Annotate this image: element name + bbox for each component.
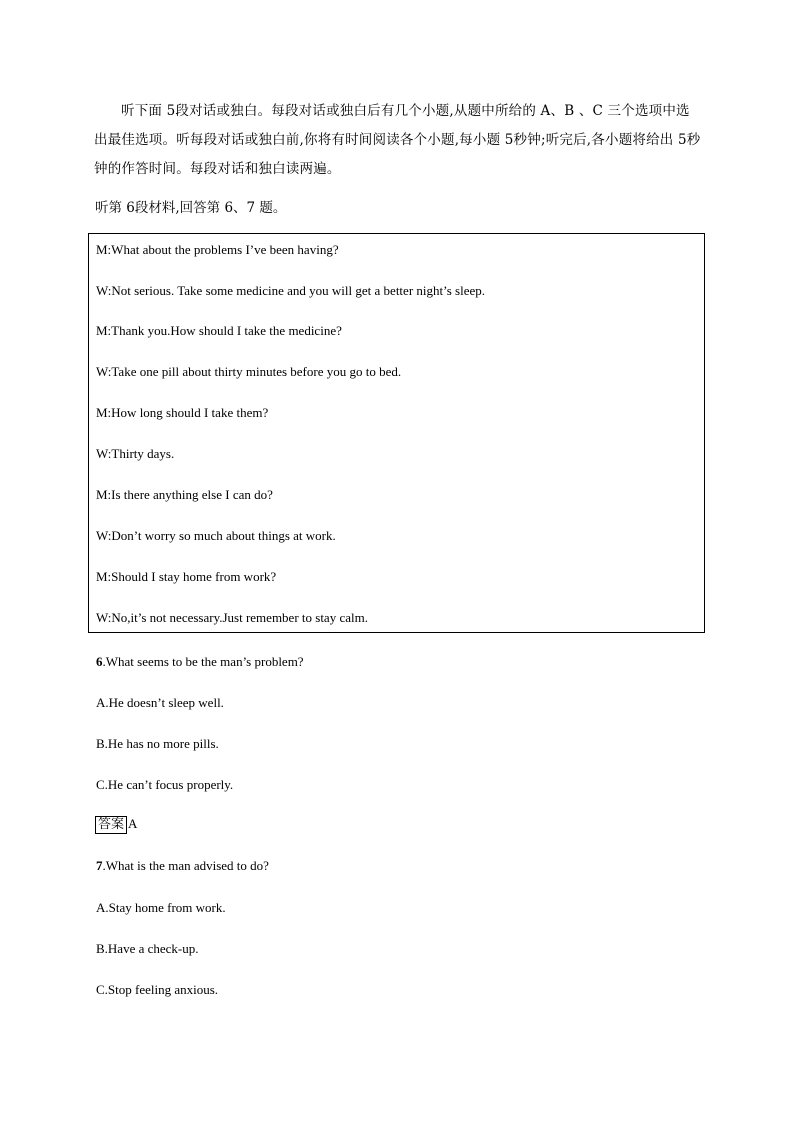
dialogue-line: W:No,it’s not necessary.Just remember to stay calm. xyxy=(96,610,368,625)
answer-row xyxy=(95,816,137,834)
dialogue-line: W:Not serious. Take some medicine and you will get a better night’s sleep. xyxy=(96,283,485,298)
dialogue-line: W:Don’t worry so much about things at work. xyxy=(96,528,336,543)
option-c: C.He can’t focus properly. xyxy=(96,777,234,792)
question-number: 7 xyxy=(96,858,103,873)
dialogue-line: M:What about the problems I’ve been having? xyxy=(96,242,339,257)
answer-value: A xyxy=(128,816,138,831)
question-number: 6 xyxy=(96,654,103,669)
question-text: .What seems to be the man’s problem? xyxy=(102,654,304,669)
question-7 xyxy=(96,858,269,874)
instructions-paragraph: 听下面 5段对话或独白。每段对话或独白后有几个小题,从题中所给的 A、B 、C 三个选项中选出最佳选项。听每段对话或独白前,你将有时间阅读各个小题,每小题 5秒钟;听完后,各小题将给出 5秒钟的作答时间。每段对话和独白读两遍。 xyxy=(94,103,701,177)
dialogue-line: M:Thank you.How should I take the medicine? xyxy=(96,323,342,338)
option-b: B.Have a check-up. xyxy=(96,941,199,956)
option-b: B.He has no more pills. xyxy=(96,736,219,751)
dialogue-line: W:Take one pill about thirty minutes before you go to bed. xyxy=(96,364,402,379)
answer-label: 答案 xyxy=(95,816,127,834)
option-c: C.Stop feeling anxious. xyxy=(96,982,219,997)
dialogue-line: M:Is there anything else I can do? xyxy=(96,487,273,502)
option-a: A.Stay home from work. xyxy=(96,900,226,915)
option-a: A.He doesn’t sleep well. xyxy=(96,695,224,710)
question-text: .What is the man advised to do? xyxy=(102,858,269,873)
dialogue-line: M:How long should I take them? xyxy=(96,405,269,420)
dialogue-line: W:Thirty days. xyxy=(96,446,175,461)
question-6 xyxy=(96,654,304,670)
dialogue-line: M:Should I stay home from work? xyxy=(96,569,277,584)
section-title: 听第 6段材料,回答第 6、7 题。 xyxy=(95,200,287,216)
